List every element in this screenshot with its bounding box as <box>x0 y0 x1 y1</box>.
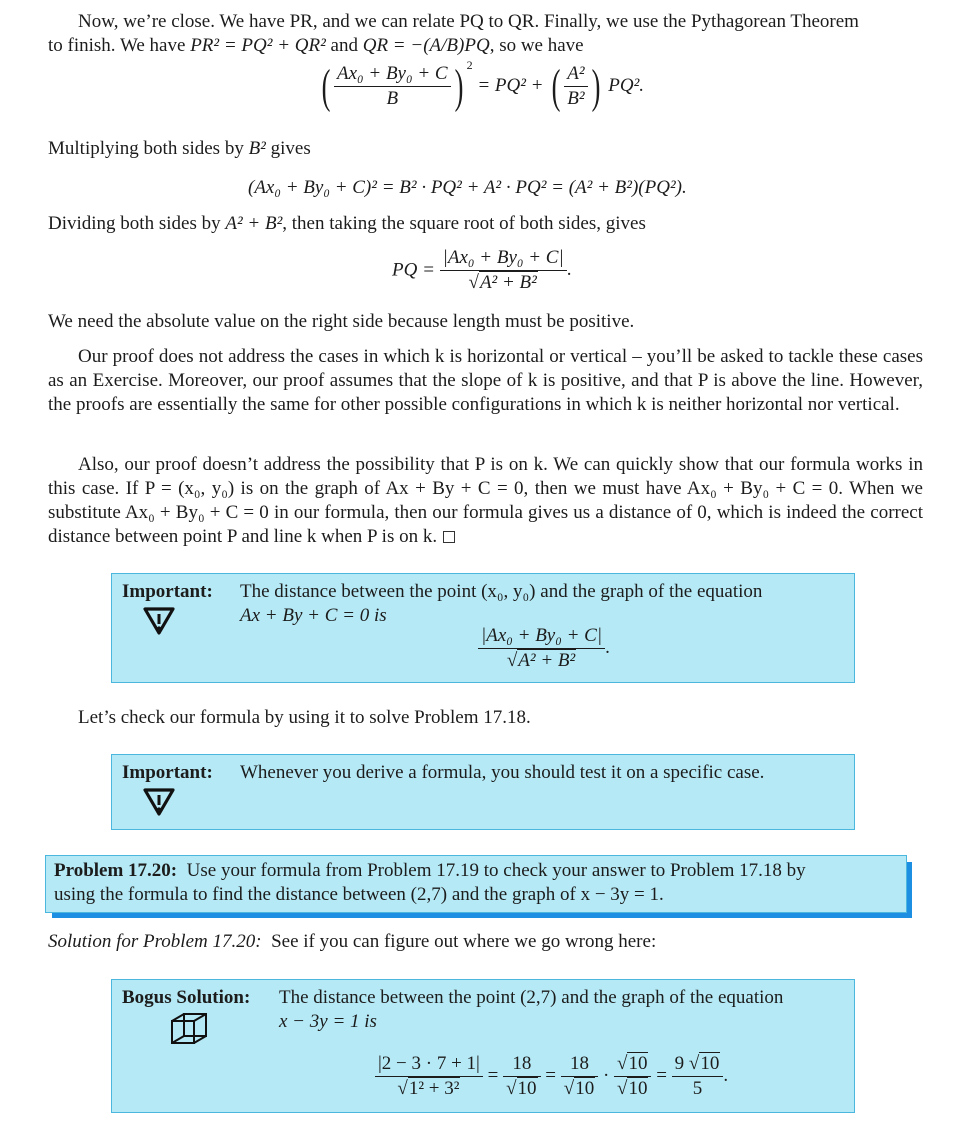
bogus-fraction-2: $\frac{18}{√10}$ <box>503 1052 540 1101</box>
important-box-test <box>111 754 855 830</box>
paragraph-check-formula: Let’s check our formula by using it to solve Problem 17.18. <box>78 707 531 728</box>
important-formula: $\frac{\text{|Ax₀ + By₀ + C|}}{\text{√A² + B²}}$ . <box>478 624 610 673</box>
eq-pr-squared: PR² = PQ² + QR² <box>190 35 326 56</box>
paragraph-pythagorean <box>48 10 923 34</box>
problem-line2: using the formula to find the distance between (2,7) and the graph of x − 3y = 1. <box>54 884 664 905</box>
sqrt-symbol: √A² + B² <box>468 272 537 293</box>
warning-icon <box>142 606 176 636</box>
p1-line1: Now, we’re close. We have PR, and we can relate PQ to QR. Finally, we use the Pythagorean Theorem <box>78 11 859 32</box>
bogus-text-line2: x − 3y = 1 is <box>279 1011 377 1032</box>
bogus-fraction-4: $\frac{√10}{√10}$ <box>614 1052 651 1101</box>
bogus-label: Bogus Solution: <box>122 987 251 1008</box>
important-label: Important: <box>122 581 213 602</box>
important-text: Whenever you derive a formula, you should test it on a specific case. <box>240 762 765 783</box>
problem-box <box>45 855 907 913</box>
bogus-solution-box <box>111 979 855 1113</box>
important-text-line1: The distance between the point (x₀, y₀) and the graph of the equation <box>240 581 763 602</box>
bogus-fraction-3: $\frac{18}{√10}$ <box>561 1052 598 1101</box>
warning-icon <box>142 787 176 817</box>
bogus-text-line1: The distance between the point (2,7) and the graph of the equation <box>279 987 784 1008</box>
paragraph-proof-cases: Our proof does not address the cases in which k is horizontal or vertical – you’ll be asked to tackle these cases as an Exercise. Moreover, our proof assumes that the slope of k is positive, and that P is above the line. However, the proofs are essentially the same for other possible configurations in which k is neither horizontal nor vertical. <box>48 346 923 415</box>
bogus-formula: $\frac{|2 - 3 \cdot 7 + 1|}{\text{√1² + 3²}}$ = $\frac{18}{√10}$ = $\frac{18}{√10}$ · $\frac{√10}{√10}$ = $\frac{9 √10}{5}$ . <box>375 1052 728 1101</box>
equation-3: PQ = $\frac{\text{|Ax₀ + By₀ + C|}}{\text{√A² + B²}}$ . <box>392 247 572 293</box>
qed-square-icon <box>443 531 455 543</box>
paragraph-p-on-k: Also, our proof doesn’t address the possibility that P is on k. We can quickly show that our formula works in this case. If P = (x₀, y₀) is on the graph of Ax + By + C = 0, then we must have Ax₀ + By₀ + C = 0. When we substitute Ax₀ + By₀ + C = 0 in our formula, then our formula gives us a distance of 0, which is indeed the correct distance between point P and line k when P is on k. <box>48 454 923 547</box>
paragraph-pythagorean-line2: to finish. We have PR² = PQ² + QR² and QR = −(A/B)PQ, so we have <box>48 35 584 56</box>
bogus-fraction-5: $\frac{9 √10}{5}$ <box>672 1052 724 1101</box>
important-box-formula <box>111 573 855 683</box>
cube-icon <box>170 1012 210 1046</box>
important-text-line2: Ax + By + C = 0 is <box>240 605 387 626</box>
problem-label: Problem 17.20: <box>54 860 178 881</box>
paragraph-multiply: Multiplying both sides by B² gives <box>48 138 311 159</box>
eq1-fraction: $\frac{\text{Ax₀ + By₀ + C}}{B}$ <box>334 62 451 111</box>
important-label: Important: <box>122 762 213 783</box>
paragraph-absolute-value: We need the absolute value on the right side because length must be positive. <box>48 311 635 332</box>
eq1-inner-fraction: $\frac{\text{A²}}{\text{B²}}$ <box>564 62 587 111</box>
paragraph-divide: Dividing both sides by A² + B², then taking the square root of both sides, gives <box>48 213 646 234</box>
eq-qr: QR = −(A/B)PQ <box>362 35 490 56</box>
bogus-fraction-1: $\frac{|2 - 3 \cdot 7 + 1|}{\text{√1² + 3²}}$ <box>375 1052 483 1101</box>
equation-1: ( $\frac{\text{Ax₀ + By₀ + C}}{B}$ ) $^2$ = PQ² + ( $\frac{\text{A²}}{\text{B²}}$ ) PQ². <box>321 57 645 113</box>
solution-label: Solution for Problem 17.20: <box>48 931 262 952</box>
problem-line1: Problem 17.20: Use your formula from Problem 17.19 to check your answer to Problem 17.18 by <box>54 860 806 881</box>
eq3-fraction: $\frac{\text{|Ax₀ + By₀ + C|}}{\text{√A² + B²}}$ <box>440 246 567 295</box>
solution-intro: Solution for Problem 17.20: See if you can figure out where we go wrong here: <box>48 931 657 952</box>
equation-2: (Ax₀ + By₀ + C)² = B² · PQ² + A² · PQ² = (A² + B²)(PQ²). <box>248 177 687 198</box>
